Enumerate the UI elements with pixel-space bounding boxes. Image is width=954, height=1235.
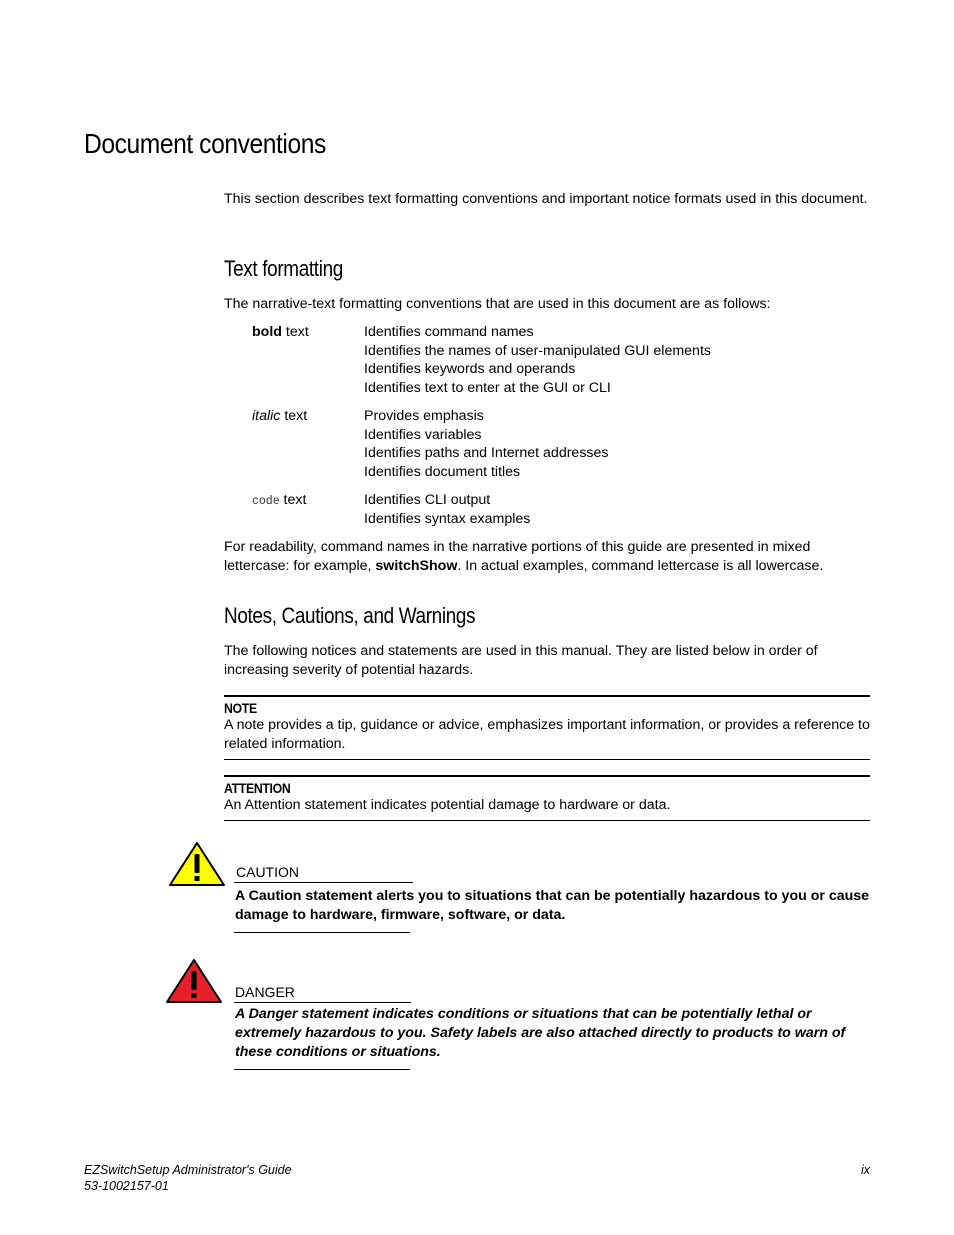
page-title: Document conventions bbox=[84, 128, 326, 159]
term-bold-styled: bold bbox=[252, 324, 282, 340]
caution-text: A Caution statement alerts you to situations that can be potentially hazardous to you or cause damage to hardware, firmware, software, or data. bbox=[235, 888, 870, 923]
definition-item: Identifies syntax examples bbox=[364, 510, 531, 527]
definition-item: Identifies document titles bbox=[364, 463, 521, 480]
definition-item: Identifies command names bbox=[364, 324, 534, 340]
text-formatting-lead: The narrative-text formatting conventions that are used in this document are as follows: bbox=[224, 296, 771, 312]
note-text: A note provides a tip, guidance or advice, emphasizes important information, or provides a reference to related information. bbox=[224, 717, 870, 752]
code-definitions bbox=[364, 491, 530, 528]
attention-text: An Attention statement indicates potential damage to hardware or data. bbox=[224, 797, 671, 813]
danger-warning-icon bbox=[164, 957, 224, 1005]
danger-text: A Danger statement indicates conditions or situations that can be potentially lethal or extremely hazardous to you. Safety labels are also attached directly to products to warn of these conditions or situations. bbox=[235, 1006, 846, 1060]
readability-text-pre: For readability, command names in the narrative portions of this guide are presented in mixed lettercase: for example, bbox=[224, 539, 811, 574]
notices-lead: The following notices and statements are used in this manual. They are listed below in order of increasing severity of potential hazards. bbox=[224, 643, 818, 678]
attention-top-rule bbox=[224, 775, 870, 777]
term-italic-styled: italic bbox=[252, 408, 281, 424]
definition-item: Identifies keywords and operands bbox=[364, 361, 576, 378]
definition-item: Identifies variables bbox=[364, 426, 482, 443]
note-top-rule bbox=[224, 695, 870, 697]
definition-item: Identifies the names of user-manipulated GUI elements bbox=[364, 342, 711, 359]
note-label: NOTE bbox=[224, 700, 257, 716]
section-heading-text-formatting: Text formatting bbox=[224, 256, 343, 281]
term-bold bbox=[252, 323, 309, 342]
caution-bottom-rule bbox=[234, 932, 410, 933]
danger-label-rule bbox=[234, 1002, 411, 1003]
definition-item: Identifies paths and Internet addresses bbox=[364, 445, 609, 462]
definition-item: Identifies text to enter at the GUI or CLI bbox=[364, 379, 611, 396]
term-code bbox=[252, 491, 306, 512]
section-heading-notices: Notes, Cautions, and Warnings bbox=[224, 603, 476, 628]
italic-definitions bbox=[364, 407, 609, 481]
readability-paragraph bbox=[224, 538, 870, 576]
definition-item: Identifies CLI output bbox=[364, 492, 491, 508]
attention-bottom-rule bbox=[224, 820, 870, 821]
attention-label: ATTENTION bbox=[224, 780, 291, 796]
footer-guide-title: EZSwitchSetup Administrator's Guide bbox=[84, 1163, 292, 1177]
term-code-styled: code bbox=[252, 495, 280, 508]
term-code-suffix: text bbox=[279, 492, 307, 508]
intro-paragraph: This section describes text formatting conventions and important notice formats used in this document. bbox=[224, 191, 868, 207]
readability-text-post: . In actual examples, command lettercase is all lowercase. bbox=[457, 558, 824, 574]
term-bold-suffix: text bbox=[281, 324, 309, 340]
footer-page-number: ix bbox=[860, 1163, 870, 1177]
caution-label-rule bbox=[234, 882, 413, 883]
readability-command: switchShow bbox=[375, 558, 458, 574]
caution-warning-icon bbox=[167, 840, 227, 888]
term-italic-suffix: text bbox=[280, 408, 308, 424]
danger-label: DANGER bbox=[235, 984, 295, 1000]
danger-bottom-rule bbox=[234, 1069, 410, 1070]
footer-doc-number: 53-1002157-01 bbox=[84, 1179, 169, 1193]
caution-label: CAUTION bbox=[236, 864, 299, 880]
note-bottom-rule bbox=[224, 759, 870, 760]
bold-definitions bbox=[364, 323, 711, 397]
definition-item: Provides emphasis bbox=[364, 408, 484, 424]
term-italic bbox=[252, 407, 307, 426]
